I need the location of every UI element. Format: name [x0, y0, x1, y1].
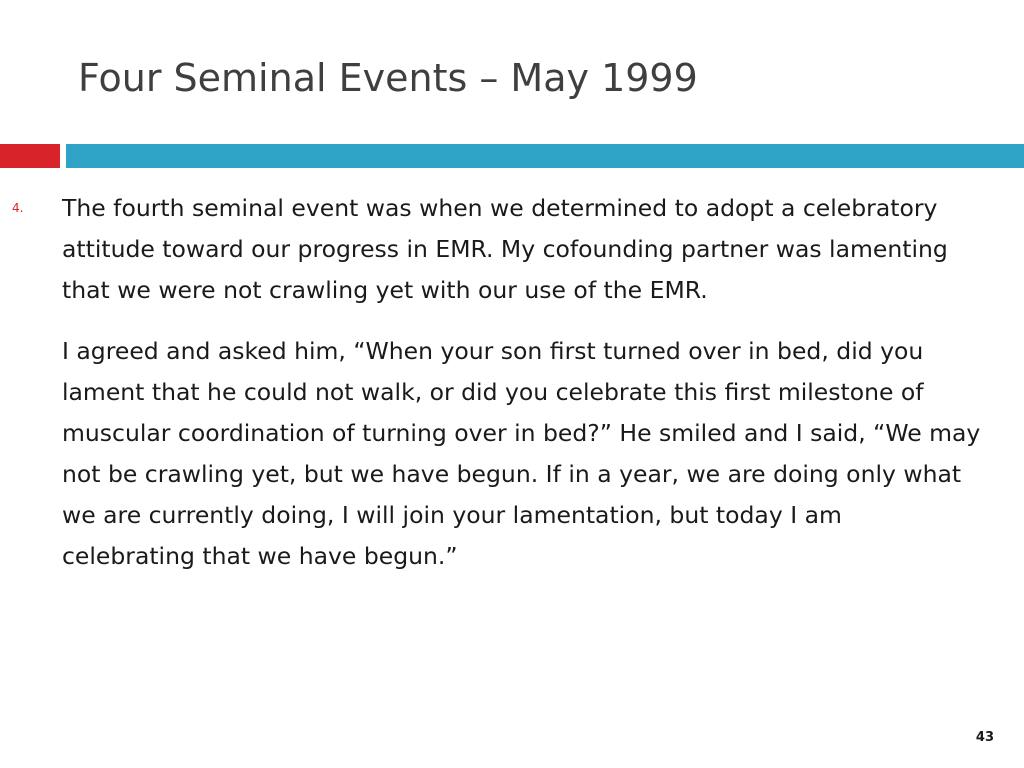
list-item-number: 4. — [12, 201, 24, 215]
title-divider-red-block — [0, 144, 60, 168]
body-paragraph-1: The fourth seminal event was when we determined to adopt a celebratory attitude toward our progress in EMR. My cofounding partner was lamenting that we were not crawling yet with our use of the EMR. — [62, 194, 948, 304]
numbered-list-item — [12, 188, 982, 577]
page-number: 43 — [975, 730, 994, 745]
slide-body — [12, 188, 982, 577]
slide-title: Four Seminal Events – May 1999 — [78, 56, 698, 100]
body-paragraph-2: I agreed and asked him, “When your son first turned over in bed, did you lament that he could not walk, or did you celebrate this first milestone of muscular coordination of turning over in bed?” He smiled and I said, “We may not be crawling yet, but we have begun. If in a year, we are doing only what we are currently doing, I will join your lamentation, but today I am celebrating that we have begun.” — [62, 337, 981, 570]
title-divider-blue-bar — [66, 144, 1024, 168]
